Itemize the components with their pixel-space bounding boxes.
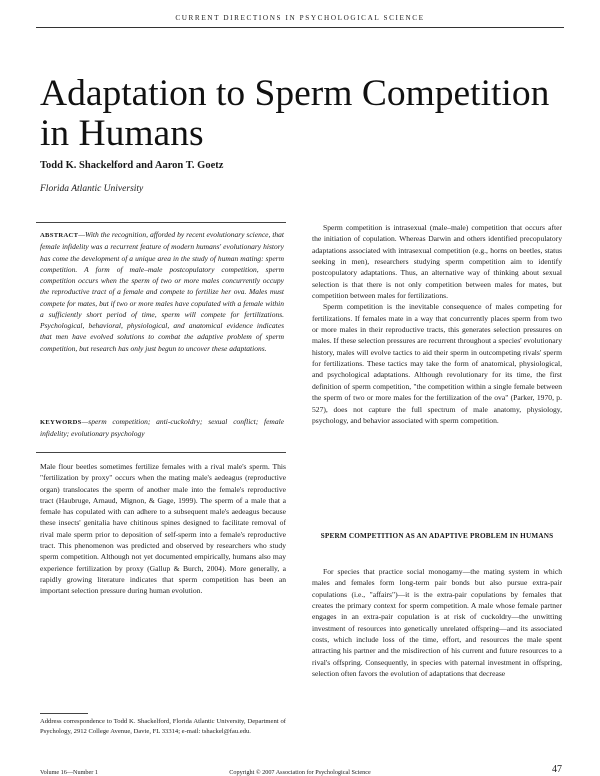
author-affiliation: Florida Atlantic University <box>40 184 144 194</box>
correspondence-note: Address correspondence to Todd K. Shackelford, Florida Atlantic University, Department of Psychology, 2912 College Avenue, Davie, FL 33314; e-mail: tshackel@fau.edu. <box>40 718 286 735</box>
keywords <box>40 416 284 440</box>
body-paragraph-1: Sperm competition is intrasexual (male–male) competition that occurs after the initiation of copulation. Whereas Darwin and others identified precopulatory adaptations associated with intrasexual competition (e.g., horns on beetles, status seeking in men), researchers studying sperm competition aim to identify postcopulatory adaptations. Thus, an alternative way of thinking about sexual selection is that there is not only competition between males for mates, but competition between males for fertilizations. <box>312 223 562 301</box>
article-authors: Todd K. Shackelford and Aaron T. Goetz <box>40 160 224 171</box>
section-heading: SPERM COMPETITION AS AN ADAPTIVE PROBLEM IN HUMANS <box>320 532 554 540</box>
keywords-text: —sperm competition; anti-cuckoldry; sexual conflict; female infidelity; evolutionary psychology <box>40 417 284 439</box>
body-paragraph-2: Sperm competition is the inevitable consequence of males competing for fertilizations. If females mate in a way that concurrently places sperm from two or more males in their reproductive tracts, this generates selection pressures on males. If these selection pressures are recurrent throughout a species' evolutionary history, males will evolve tactics to aid their sperm in outcompeting rivals' sperm for fertilizations. These tactics may take the form of anatomical, physiological, and psychological adaptations. Although revolutionary for its time, the first definition of sperm competition, "the competition within a single female between the sperm of two or more males for the fertilization of the ova" (Parker, 1970, p. 527), does not capture the full spectrum of male anatomy, physiology, psychology, and behavior associated with sperm competition. <box>312 302 562 425</box>
abstract-text: —With the recognition, afforded by recent evolutionary science, that female infidelity was a recurrent feature of modern humans' evolutionary history has come the development of a unique area in the study of human mating: sperm competition. A form of male–male postcopulatory competition, sperm competition occurs when the sperm of two or more males concurrently occupy the reproductive tract of a female and compete to fertilize her ova. Males must compete for mates, but if two or more males have copulated with a female within a sufficiently short period of time, sperm will compete for fertilizations. Psychological, behavioral, physiological, and anatomical evidence indicates that men have evolved solutions to combat the adaptive problem of sperm competition, but research has only just begun to uncover these adaptations. <box>40 230 284 353</box>
page-number: 47 <box>552 764 562 775</box>
abstract <box>40 229 284 354</box>
footnote-rule <box>40 713 88 714</box>
intro-paragraph: Male flour beetles sometimes fertilize females with a rival male's sperm. This "fertilization by proxy" occurs when the mating male's aedeagus (reproductive organ) translocates the sperm of another male into the female's reproductive tract (Haubruge, Arnaud, Mignon, & Gage, 1999). The sperm of a male that a female has copulated with can adhere to a subsequent male's aedeagus because these insects' genitalia have chitinous spines designed to facilitate removal of rival male sperm prior to deposition of self-sperm into a female's reproductive tract. This phenomenon was predicted and observed by researchers who study sperm competition. Although not yet documented empirically, humans also may experience fertilization by proxy (Gallup & Burch, 2004). More generally, a rapidly growing literature indicates that sperm competition has been an important selection pressure during human evolution. <box>40 462 286 596</box>
right-column <box>312 222 562 426</box>
body-paragraph-3: For species that practice social monogamy—the mating system in which males and females form long-term pair bonds but also pursue extra-pair copulations (i.e., "affairs")—it is the extra-pair copulations by females that creates the primary context for sperm competition. A male whose female partner engages in an extra-pair copulation is at risk of cuckoldry—the unwitting investment of resources into genetically unrelated offspring—and its associated costs, which include loss of the time, effort, and resources the male spent attracting his partner and the misdirection of his current and future resources to a rival's offspring. Consequently, in species with paternal investment in offspring, selection often favors the evolution of adaptations that decrease <box>312 567 562 679</box>
journal-name: CURRENT DIRECTIONS IN PSYCHOLOGICAL SCIENCE <box>175 14 425 22</box>
header-rule <box>36 27 564 28</box>
abstract-label: ABSTRACT <box>40 232 79 239</box>
copyright-notice: Copyright © 2007 Association for Psychological Science <box>229 769 371 776</box>
keywords-label: KEYWORDS <box>40 419 82 426</box>
volume-info: Volume 16—Number 1 <box>40 769 98 776</box>
article-title: Adaptation to Sperm Competition in Humans <box>40 73 550 154</box>
